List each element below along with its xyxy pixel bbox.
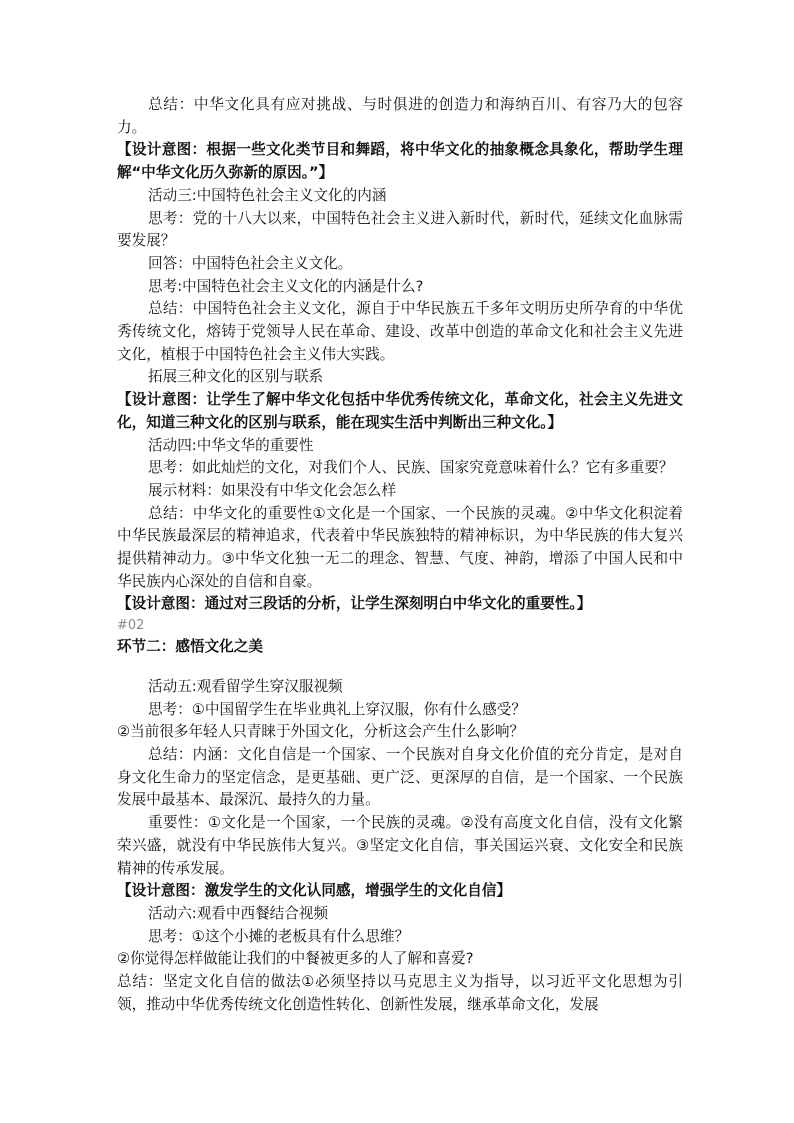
paragraph: 总结：坚定文化自信的做法①必须坚持以马克思主义为指导，以习近平文化思想为引领，推动中华优秀传统文化创造性转化、创新性发展，继承革命文化，发展	[117, 973, 683, 1013]
paragraph: 回答：中国特色社会主义文化。	[148, 254, 353, 272]
paragraph: 拓展三种文化的区别与联系	[148, 368, 324, 386]
blank-line	[117, 659, 683, 676]
paragraph: 思考：如此灿烂的文化，对我们个人、民族、国家究竟意味着什么？它有多重要？	[148, 459, 674, 477]
paragraph: 总结：中华文化具有应对挑战、与时俱进的创造力和海纳百川、有容乃大的包容力。	[117, 96, 683, 136]
paragraph: 展示材料：如果没有中华文化会怎么样	[148, 481, 397, 499]
design-intent-paragraph: 环节二：感悟文化之美	[117, 638, 263, 656]
paragraph: 总结：中国特色社会主义文化，源自于中华民族五千多年文明历史所孕育的中华优秀传统文化，熔铸于党领导人民在革命、建设、改革中创造的革命文化和社会主义先进文化，植根于中国特色社会主义伟大实践。	[117, 300, 683, 363]
paragraph: 总结：中华文化的重要性①文化是一个国家、一个民族的灵魂。②中华文化积淀着中华民族最深层的精神追求，代表着中华民族独特的精神标识，为中华民族的伟大复兴提供精神动力。③中华文化独一无二的理念、智慧、气度、神韵，增添了中国人民和中华民族内心深处的自信和自豪。	[117, 504, 683, 590]
paragraph: 活动六:观看中西餐结合视频	[148, 904, 329, 922]
paragraph: 总结：内涵：文化自信是一个国家、一个民族对自身文化价值的充分肯定，是对自身文化生命力的坚定信念，是更基础、更广泛、更深厚的自信，是一个国家、一个民族发展中最基本、最深沉、最持久的力量。	[117, 745, 683, 809]
paragraph: 活动五:观看留学生穿汉服视频	[148, 677, 343, 695]
paragraph: 思考：①中国留学生在毕业典礼上穿汉服，你有什么感受？	[148, 700, 526, 718]
paragraph: 思考:中国特色社会主义文化的内涵是什么?	[148, 277, 424, 295]
design-intent-paragraph: 【设计意图：通过对三段话的分析，让学生深刻明白中华文化的重要性。】	[117, 595, 592, 613]
design-intent-paragraph: 【设计意图：根据一些文化类节目和舞蹈，将中华文化的抽象概念具象化，帮助学生理解“中华文化历久弥新的原因。”】	[117, 141, 683, 182]
paragraph: 活动三:中国特色社会主义文化的内涵	[148, 186, 387, 204]
design-intent-paragraph: 【设计意图：激发学生的文化认同感，增强学生的文化自信】	[117, 882, 512, 900]
paragraph: 重要性：①文化是一个国家，一个民族的灵魂。②没有高度文化自信，没有文化繁荣兴盛，就没有中华民族伟大复兴。③坚定文化自信，事关国运兴衰、文化安全和民族精神的传承发展。	[117, 814, 683, 877]
paragraph: 思考：党的十八大以来，中国特色社会主义进入新时代，新时代，延续文化血脉需要发展？	[117, 209, 683, 250]
design-intent-paragraph: 【设计意图：让学生了解中华文化包括中华优秀传统文化，革命文化，社会主义先进文化，知道三种文化的区别与联系，能在现实生活中判断出三种文化。】	[117, 391, 683, 431]
paragraph: 活动四:中华文华的重要性	[148, 436, 314, 454]
document-body	[117, 94, 683, 1016]
section-code: #02	[117, 618, 145, 634]
paragraph: ②你觉得怎样做能让我们的中餐被更多的人了解和喜爱?	[117, 950, 474, 968]
paragraph: ②当前很多年轻人只青睐于外国文化，分析这会产生什么影响？	[117, 723, 525, 741]
paragraph: 思考：①这个小摊的老板具有什么思维？	[148, 927, 410, 945]
